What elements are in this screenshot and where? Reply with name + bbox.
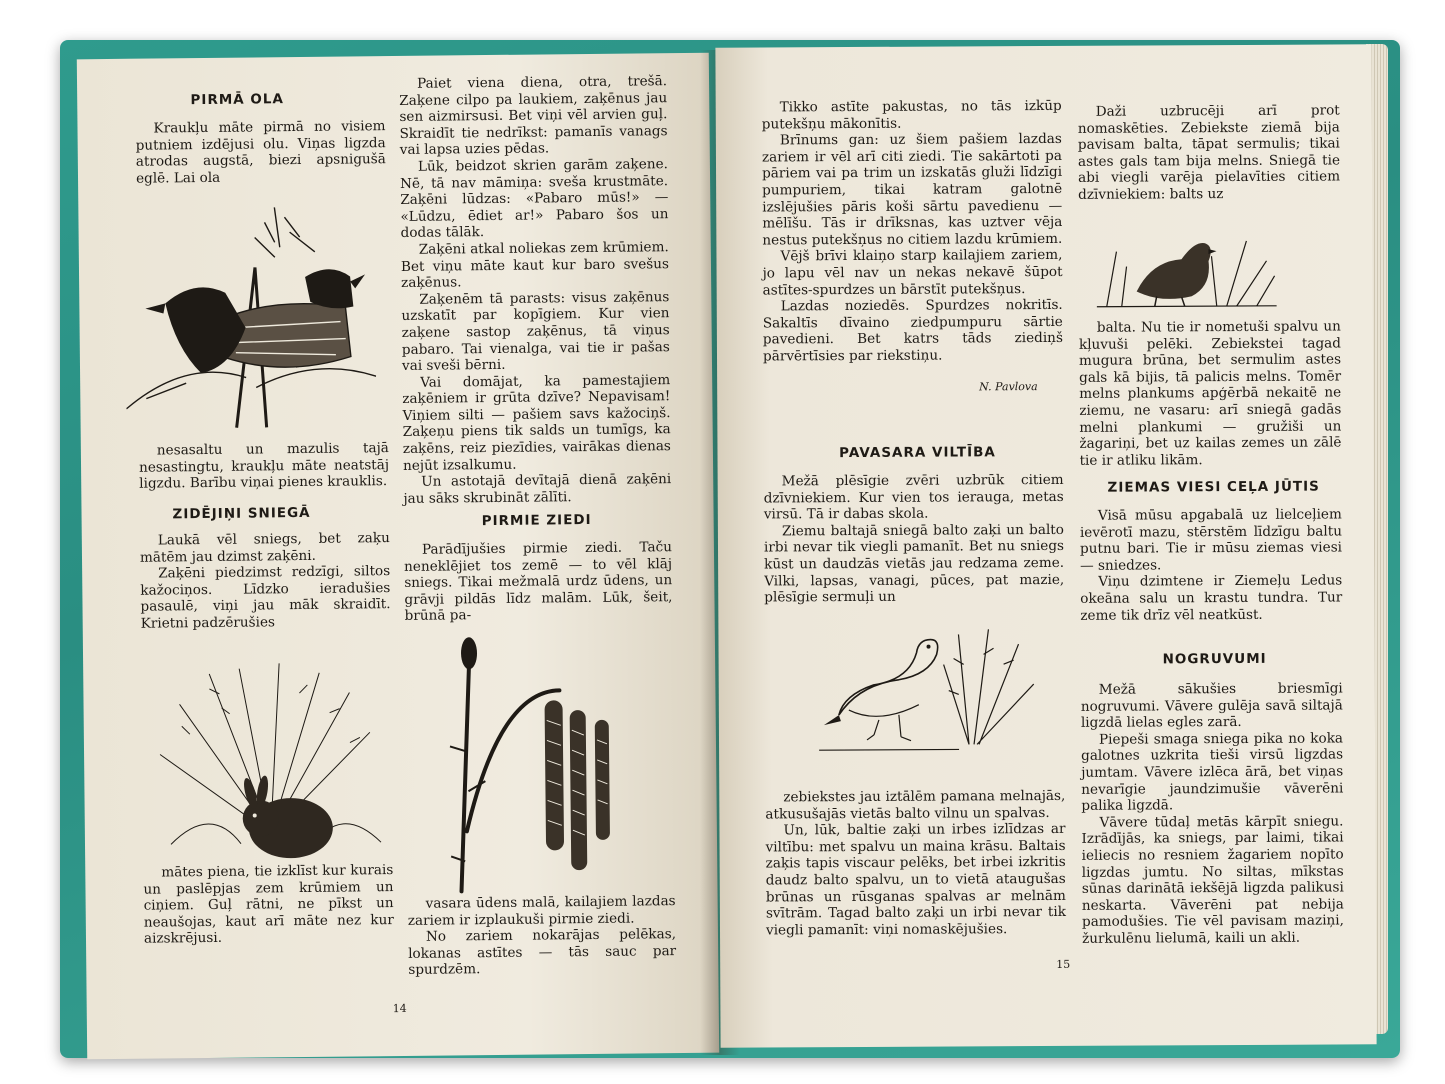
text-block	[143, 862, 394, 948]
paragraph: Lūk, beidzot skrien garām zaķene. Nē, tā nav māmiņa: sveša krustmāte. Zaķēni lūdzas: «Pabaro mūs!» — «Lūdzu, ēdiet ar!» Pabaro šos un dodas tālāk.	[400, 156, 669, 242]
paragraph: Viņu dzimtene ir Ziemeļu Ledus okeāna salu un krastu tundra. Tur zeme tik drīz vēl neatkūst.	[1080, 572, 1343, 624]
paragraph: zebiekstes jau iztālēm pamana melnajās, atkusušajās vietās balto vilnu un spalvas.	[765, 787, 1066, 823]
text-block	[764, 472, 1065, 606]
heading-pirma-ola: PIRMĀ OLA	[190, 91, 284, 109]
heading-pavasara-viltiba: PAVASARA VILTĪBA	[839, 444, 996, 462]
paragraph: Un astotajā devītajā dienā zaķēni jau sāks skrubināt zālīti.	[403, 471, 672, 507]
paragraph: mātes piena, tie izklīst kur kurais un paslēpjas zem krūmiem un ciņiem. Guļ rātni, ne pīkst un neaušojas, kaut arī māte nez kur aizskrējusi.	[143, 862, 394, 948]
paragraph: Brīnums gan: uz šiem pašiem lazdas zariem ir vēl arī citi ziedi. Tie sakārtoti pa pāriem vai pa trim un izskatās gluži līdzīgi pumpuriem, tikai katram galotnē izslējušies pāris koši sārtu pavedienu — mēlīšu. Tās ir drīksnas, kas uztver vēja nestus putekšņus no citiem lazdu krūmiem.	[761, 131, 1063, 249]
paragraph: vasara ūdens malā, kailajiem lazdas zariem ir izplaukuši pirmie ziedi.	[407, 893, 676, 929]
paragraph: Vai domājat, ka pamestajiem zaķēniem ir grūta dzīve? Nepavisam! Viņiem silti — pašiem savs kažociņš. Zaķeņu piens tik salds un tumīgs, ka zaķēns, reiz piezīdies, vairākas dienas nejūt izsalkumu.	[402, 371, 671, 474]
paragraph: Un, lūk, baltie zaķi un irbes izlīdzas ar viltību: met spalvu un maina krāsu. Baltais zaķis tapis viscaur pelēks, bet irbei izkritis daudz balto spalvu, un to vietā ataugušas brūnas un rūsganas spalvas ar melnām svītrām. Tagad balto zaķi un irbi nevar tik viegli pamanīt: viņi nomaskējušies.	[765, 821, 1066, 939]
paragraph: Visā mūsu apgabalā uz lielceļiem ievērotī mazu, stērstēm līdzīgu baltu putnu bari. Tie ir mūsu ziemas viesi — sniedzes.	[1079, 506, 1343, 574]
paragraph: balta. Nu tie ir nometuši spalvu un kļuvuši pelēki. Zebiekstei tagad mugura brūna, bet sermulim astes gals kā bijis, tā palicis melns. Tomēr melns plankums apģērbā nekaitē ne ziemu, ne vasaru: arī sniegā gadās melni plankumi — gružiši un žagariņi, bet uz kailas zemes un zālē tie ir atliku likām.	[1078, 318, 1342, 469]
text-block	[399, 73, 672, 507]
paragraph: Mežā plēsīgie zvēri uzbrūk citiem dzīvniekiem. Kur vien tos ierauga, metas virsū. Tā ir dabas skola.	[763, 471, 1064, 523]
paragraph: Parādījušies pirmie ziedi. Taču neneklējiet tos zemē — to vēl klāj sniegs. Tikai mežmalā urdz ūdens, un grāvji pildās līdz malām. Lūk, šeit, brūnā pa-	[404, 539, 673, 625]
text-block	[1081, 680, 1344, 947]
paragraph: Mežā sākušies briesmīgi nogruvumi. Vāvere gulēja savā siltajā ligzdā lielas egles zarā.	[1080, 680, 1343, 732]
paragraph: Zaķēni atkal noliekas zem krūmiem. Bet viņu māte kaut kur baro svešus zaķēnus.	[400, 239, 670, 292]
paragraph: Kraukļu māte pirmā no visiem putniem izdējusi olu. Viņas ligzda atrodas augstā, biezi apsnigušā eglē. Lai ola	[135, 118, 386, 187]
text-block	[135, 118, 386, 187]
text-block	[408, 893, 677, 979]
heading-nogruvumi: NOGRUVUMI	[1162, 650, 1267, 668]
paragraph: Ziemu baltajā sniegā balto zaķi un balto irbi nevar tik viegli pamanīt. Bet nu sniegs kūst un daudzās vietās jau redzama zeme. Vilki, lapsas, vanagi, pūces, pat mazie, plēsīgie sermuļi un	[763, 521, 1065, 606]
grouse-illustration	[1096, 221, 1276, 312]
text-block	[762, 98, 1063, 365]
paragraph: nesasaltu un mazulis tajā nesastingtu, kraukļu māte neatstāj ligzdu. Barību viņai pienes krauklis.	[138, 440, 390, 492]
paragraph: Paiet viena diena, otra, trešā. Zaķene cilpo pa laukiem, zaķēnus jau sen aizmirsusi. Bet viņi vēl arvien guļ. Skraidīt tie nedrīkst: pamanīs vanags vai lapsa uzies pēdas.	[399, 73, 668, 159]
heading-zidejini-sniega: ZIDĒJIŅI SNIEGĀ	[172, 504, 311, 523]
page-number: 15	[1056, 957, 1071, 971]
text-block	[1080, 506, 1343, 624]
left-page	[77, 53, 719, 1060]
text-block	[140, 530, 391, 632]
author-signature: N. Pavlova	[979, 380, 1038, 394]
hare-in-bush-illustration	[149, 662, 391, 865]
paragraph: Laukā vēl sniegs, bet zaķu mātēm jau dzimst zaķēni.	[139, 530, 390, 566]
text-block	[1079, 318, 1342, 469]
paragraph: Piepeši smaga sniega pika no koka galotnes uzkrita tieši virsū ligzdas jumtam. Vāvere izlēca ārā, bet viņas nevarīgie jaundzimušie vāverēni palika ligzdā.	[1081, 730, 1344, 814]
ptarmigan-illustration	[818, 624, 1039, 755]
heading-ziemas-viesi: ZIEMAS VIESI CEĻA JŪTIS	[1107, 478, 1320, 496]
text-block	[404, 539, 673, 625]
paragraph: No zariem nokarājas pelēkas, lokanas astītes — tās sauc par spurdzēm.	[408, 926, 677, 979]
text-block	[139, 440, 390, 492]
page-number: 14	[392, 1001, 407, 1016]
right-page	[715, 44, 1376, 1047]
paragraph: Zaķenēm tā parasts: visus zaķēnus uzskatīt par kopīgiem. Kur vien zaķene sastop zaķēnus, tā viņus pabaro. Tai vienalga, vai tie ir pašas vai sveši bērni.	[401, 288, 670, 375]
paragraph: Tikko astīte pakustas, no tās izkūp putekšņu mākonītis.	[761, 97, 1062, 133]
text-block	[1078, 102, 1341, 203]
text-block	[765, 788, 1066, 939]
paragraph: Vāvere tūdaļ metās kārpīt sniegu. Izrādījās, ka sniegs, par laimi, tikai ieliecis no resniem žagariem nopīto ligzdas jumtu. No siltas, mīkstas sūnas darinātā iekšējā ligzda palikusi neskarta. Vāverēni pat nebija pamodušies. Tie vēl pavisam maziņi, žurkulēnu lielumā, kaili un akli.	[1081, 813, 1345, 947]
hazel-catkin-illustration	[429, 629, 652, 901]
paragraph: Zaķēni piedzimst redzīgi, siltos kažociņos. Līdzko ieradušies pasaulē, viņi jau māk skraidīt. Krietni padzērušies	[140, 563, 391, 632]
paragraph: Vējš brīvi klaiņo starp kailajiem zariem, jo lapu vēl nav un nekas nekavē šūpot astītes-spurdzes un bārstīt putekšņus.	[762, 247, 1063, 299]
heading-pirmie-ziedi: PIRMIE ZIEDI	[481, 511, 592, 530]
paragraph: Daži uzbrucēji arī prot nomaskēties. Zebiekste ziemā bija pavisam balta, tāpat sermulis; tikai astes gals tam bija melns. Sniegā tie abi viegli varēja pielavīties citiem dzīvniekiem: balts uz	[1077, 102, 1341, 203]
raven-nest-illustration	[124, 206, 376, 439]
paragraph: Lazdas noziedēs. Spurdzes nokritīs. Sakaltīs dīvaino ziedpumpuru sārtie pavedieni. Bet katrs tāds ziediņš pārvērtīsies par riekstiņu.	[762, 297, 1063, 365]
